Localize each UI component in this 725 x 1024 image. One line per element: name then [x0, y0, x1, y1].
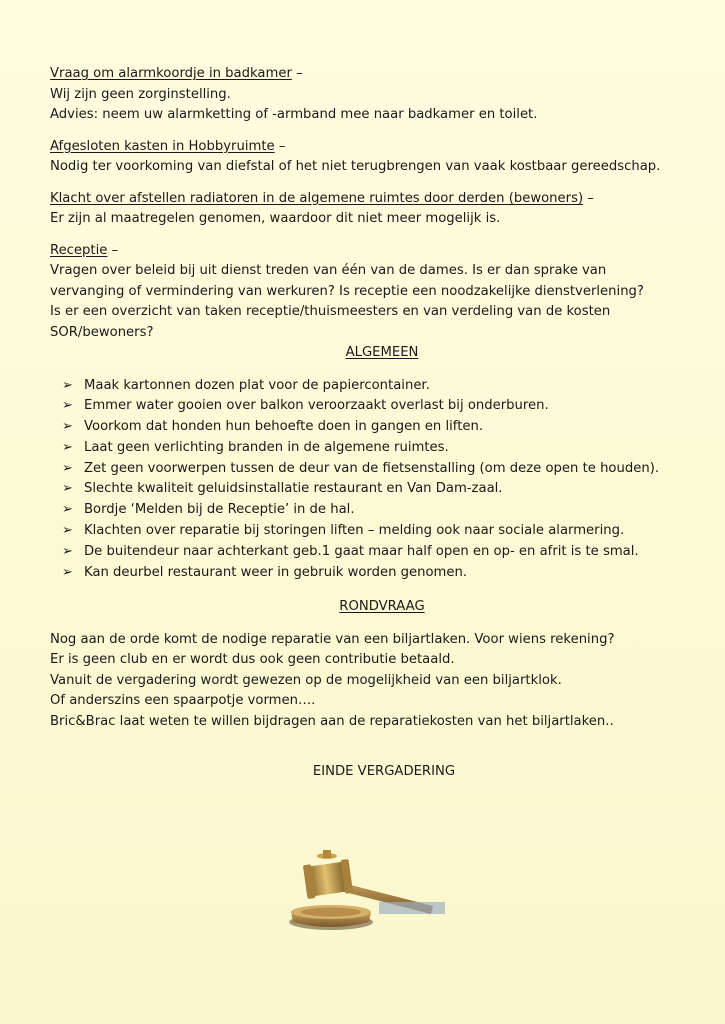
arrow-bullet-icon: ➢ [62, 419, 73, 435]
arrow-bullet-icon: ➢ [62, 398, 73, 414]
list-item [62, 459, 700, 480]
section-heading: Receptie [50, 242, 108, 258]
einde-vergadering: EINDE VERGADERING [312, 764, 456, 780]
list-item-text: Slechte kwaliteit geluidsinstallatie restaurant en Van Dam-zaal. [84, 481, 503, 497]
list-item-text: De buitendeur naar achterkant geb.1 gaat maar half open en op- en afrit is te smal. [84, 543, 639, 559]
arrow-bullet-icon: ➢ [62, 377, 73, 393]
arrow-bullet-icon: ➢ [62, 439, 73, 455]
rondvraag-line: Vanuit de vergadering wordt gewezen op de mogelijkheid van een biljartklok. [50, 672, 562, 688]
list-item [62, 479, 700, 500]
arrow-bullet-icon: ➢ [62, 502, 73, 518]
heading-dash: – [291, 66, 303, 81]
algemeen-heading: ALGEMEEN [345, 345, 419, 360]
list-item-text: Maak kartonnen dozen plat voor de papiercontainer. [84, 377, 430, 393]
section-alarmkoord [50, 64, 700, 126]
section-line: Is er een overzicht van taken receptie/thuismeesters en van verdeling van de kosten [50, 304, 611, 319]
rondvraag-line: Nog aan de orde komt de nodige reparatie van een biljartlaken. Voor wiens rekening? [50, 631, 615, 647]
rondvraag-heading: RONDVRAAG [339, 599, 425, 615]
list-item-text: Voorkom dat honden hun behoefte doen in gangen en liften. [84, 419, 484, 435]
list-item [62, 542, 700, 563]
rondvraag-line: Of anderszins een spaarpotje vormen…. [50, 693, 316, 709]
section-line: Wij zijn geen zorginstelling. [50, 86, 231, 102]
list-item [62, 563, 700, 584]
list-item [62, 438, 700, 459]
section-line: vervanging of vermindering van werkuren? Is receptie een noodzakelijke dienstverlening? [50, 283, 644, 299]
list-item [62, 376, 700, 397]
list-item [62, 500, 700, 521]
section-line: SOR/bewoners? [50, 324, 154, 340]
list-item-text: Bordje ‘Melden bij de Receptie’ in de hal. [84, 502, 355, 518]
gavel-icon [283, 842, 453, 934]
section-heading: Afgesloten kasten in Hobbyruimte [50, 138, 275, 154]
section-radiatoren [50, 189, 700, 230]
arrow-bullet-icon: ➢ [62, 460, 73, 476]
arrow-bullet-icon: ➢ [62, 481, 73, 497]
rondvraag-line: Er is geen club en er wordt dus ook geen contributie betaald. [50, 652, 455, 668]
algemeen-list [62, 376, 700, 584]
list-item [62, 417, 700, 438]
arrow-bullet-icon: ➢ [62, 543, 73, 559]
document-content [50, 64, 700, 796]
rondvraag-line: Bric&Brac laat weten te willen bijdragen aan de reparatiekosten van het biljartlaken.. [50, 713, 614, 729]
list-item [62, 521, 700, 542]
arrow-bullet-icon: ➢ [62, 523, 73, 539]
section-line: Vragen over beleid bij uit dienst treden van één van de dames. Is er dan sprake van [50, 263, 607, 278]
heading-dash: – [583, 190, 594, 206]
section-heading: Vraag om alarmkoordje in badkamer [50, 66, 292, 81]
section-line: Nodig ter voorkoming van diefstal of het niet terugbrengen van vaak kostbaar gereedschap. [50, 159, 661, 174]
list-item-text: Kan deurbel restaurant weer in gebruik worden genomen. [84, 564, 468, 580]
list-item-text: Emmer water gooien over balkon veroorzaakt overlast bij onderburen. [84, 398, 549, 414]
heading-dash: – [107, 242, 119, 258]
section-receptie [50, 241, 700, 344]
list-item-text: Laat geen verlichting branden in de algemene ruimtes. [84, 439, 449, 455]
list-item-text: Zet geen voorwerpen tussen de deur van de fietsenstalling (om deze open te houden). [84, 460, 660, 476]
rondvraag-body [50, 630, 700, 733]
section-heading: Klacht over afstellen radiatoren in de algemene ruimtes door derden (bewoners) [50, 190, 584, 206]
list-item [62, 396, 700, 417]
heading-dash: – [274, 138, 286, 154]
arrow-bullet-icon: ➢ [62, 564, 73, 580]
section-line: Advies: neem uw alarmketting of -armband mee naar badkamer en toilet. [50, 107, 538, 122]
list-item-text: Klachten over reparatie bij storingen liften – melding ook naar sociale alarmering. [84, 523, 625, 539]
section-hobbyruimte [50, 137, 700, 178]
section-line: Er zijn al maatregelen genomen, waardoor dit niet meer mogelijk is. [50, 211, 501, 226]
